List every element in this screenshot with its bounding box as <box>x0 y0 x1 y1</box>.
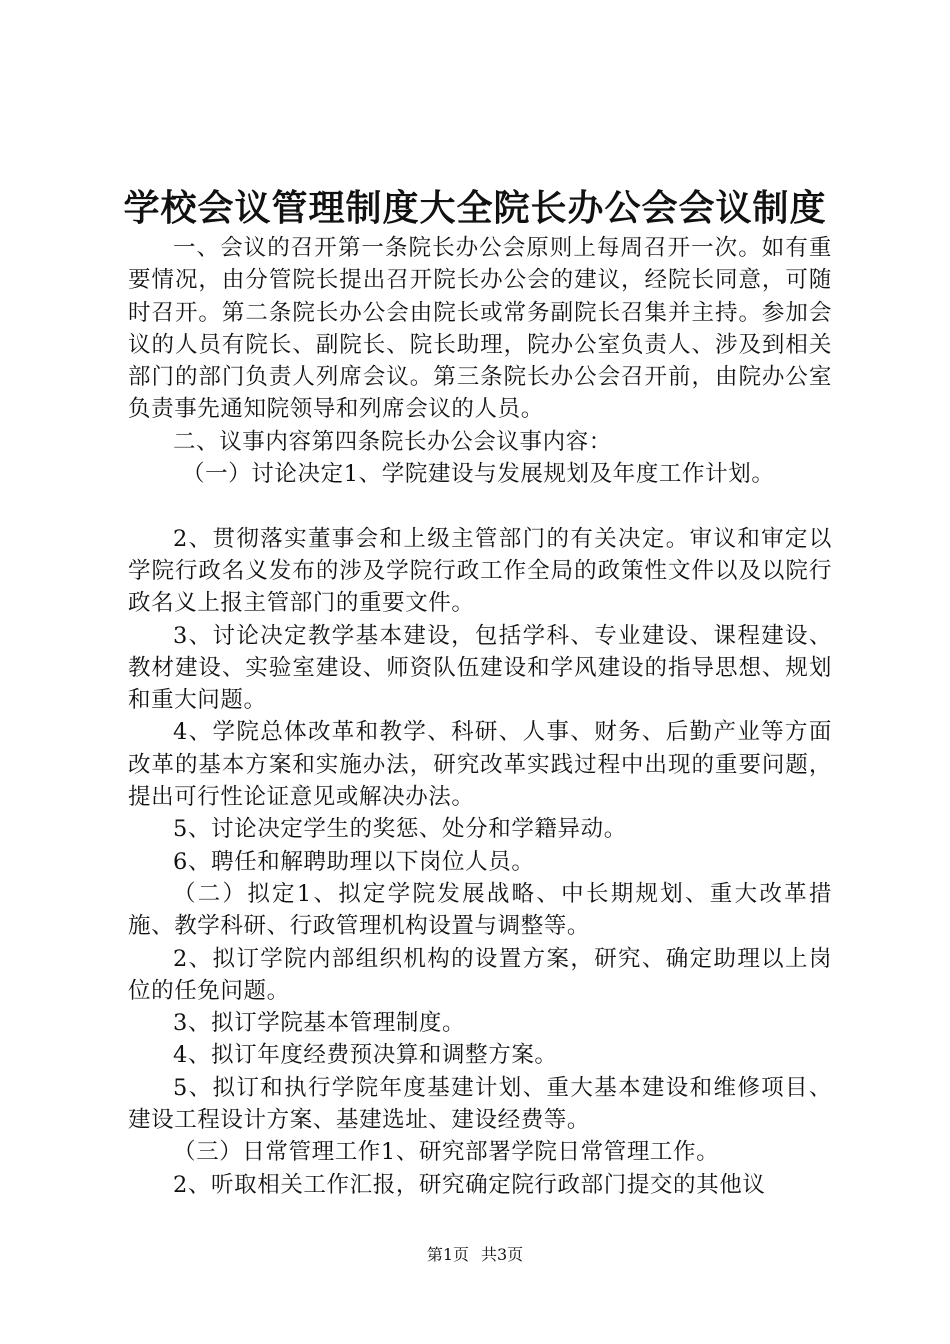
document-body <box>128 232 832 1201</box>
paragraph-meeting-convening: 一、会议的召开第一条院长办公会原则上每周召开一次。如有重要情况，由分管院长提出召开院长办公会的建议，经院长同意，可随时召开。第二条院长办公会由院长或常务副院长召集并主持。参加会议的人员有院长、副院长、院长助理，院办公室负责人、涉及到相关部门的部门负责人列席会议。第三条院长办公会召开前，由院办公室负责事先通知院领导和列席会议的人员。 <box>128 235 832 423</box>
page-number: 第1页 <box>426 1245 469 1264</box>
document-title: 学校会议管理制度大全院长办公会会议制度 <box>123 187 827 229</box>
paragraph-daily-item-2: 2、听取相关工作汇报，研究确定院行政部门提交的其他议 <box>173 1171 766 1198</box>
paragraph-daily-management: （三）日常管理工作1、研究部署学院日常管理工作。 <box>173 1139 720 1166</box>
paragraph-draft-item-5: 5、拟订和执行学院年度基建计划、重大基本建设和维修项目、建设工程设计方案、基建选址、建设经费等。 <box>128 1074 832 1134</box>
paragraph-item-6: 6、聘任和解聘助理以下岗位人员。 <box>173 848 535 875</box>
page-footer <box>0 1245 950 1265</box>
paragraph-draft-item-2: 2、拟订学院内部组织机构的设置方案，研究、确定助理以上岗位的任免问题。 <box>128 945 832 1004</box>
paragraph-item-4: 4、学院总体改革和教学、科研、人事、财务、后勤产业等方面改革的基本方案和实施办法，研究改革实践过程中出现的重要问题，提出可行性论证意见或解决办法。 <box>128 719 832 811</box>
paragraph-item-3: 3、讨论决定教学基本建设，包括学科、专业建设、课程建设、教材建设、实验室建设、师资队伍建设和学风建设的指导思想、规划和重大问题。 <box>128 622 832 714</box>
paragraph-agenda-heading: 二、议事内容第四条院长办公会议事内容： <box>173 428 612 455</box>
paragraph-discuss-decide: （一）讨论决定1、学院建设与发展规划及年度工作计划。 <box>182 461 775 488</box>
paragraph-item-5: 5、讨论决定学生的奖惩、处分和学籍异动。 <box>173 816 627 843</box>
page-total: 共3页 <box>481 1245 524 1264</box>
paragraph-drafting: （二）拟定1、拟定学院发展战略、中长期规划、重大改革措施、教学科研、行政管理机构设置与调整等。 <box>128 880 832 940</box>
paragraph-item-2: 2、贯彻落实董事会和上级主管部门的有关决定。审议和审定以学院行政名义发布的涉及学院行政工作全局的政策性文件以及以院行政名义上报主管部门的重要文件。 <box>128 525 832 617</box>
paragraph-draft-item-4: 4、拟订年度经费预决算和调整方案。 <box>173 1042 558 1069</box>
paragraph-draft-item-3: 3、拟订学院基本管理制度。 <box>173 1010 466 1037</box>
